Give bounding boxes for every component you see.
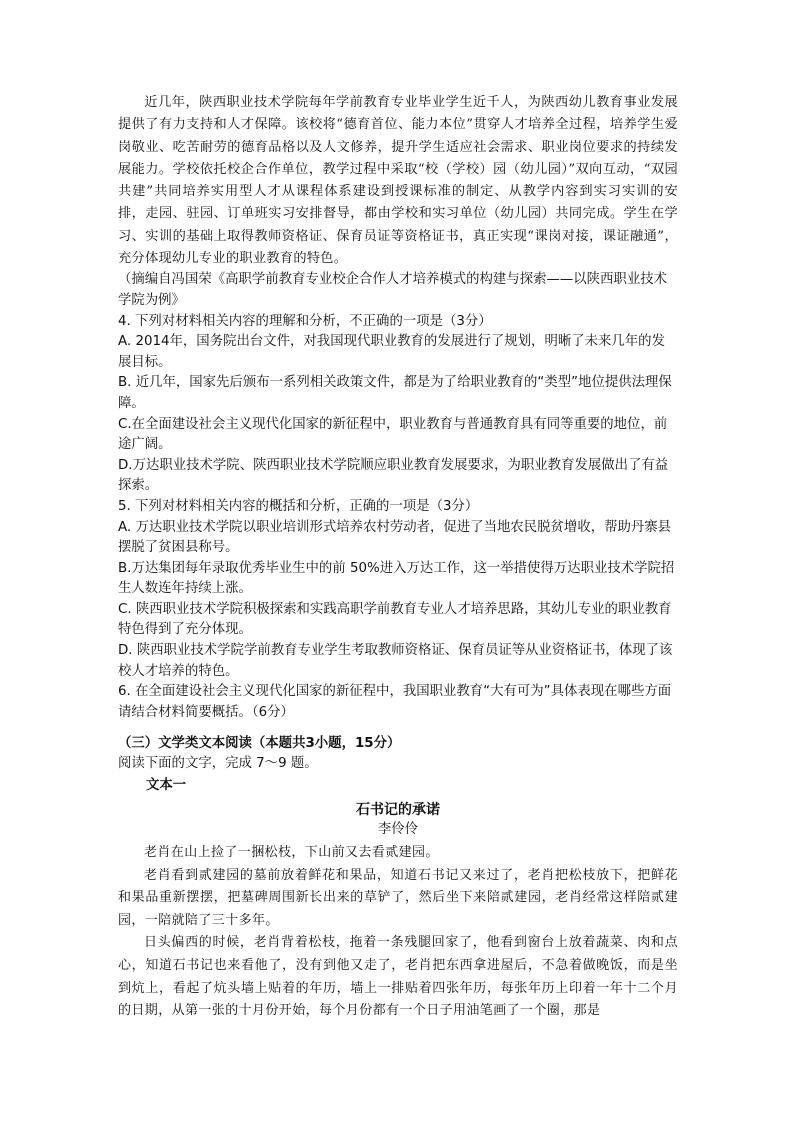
option-a: A. 万达职业技术学院以职业培训形式培养农村劳动者，促进了当地农民脱贫增收，帮助丹寨县摆脱了贫困县称号。 [118, 519, 672, 556]
material-paragraph: 近几年，陕西职业技术学院每年学前教育专业毕业学生近千人，为陕西幼儿教育事业发展提供了有力支持和人才保障。该校将“德育首位、能力本位”贯穿人才培养全过程，培养学生爱岗敬业、吃苦耐劳的德育品格以及人文修养，提升学生适应社会需求、职业岗位要求的持续发展能力。学校依托校企合作单位，教学过程中采取“校（学校）园（幼儿园）”双向互动，“双园共建”共同培养实用型人才从课程体系建设到授课标准的制定、从教学内容到实习实训的安排，走园、驻园、订单班实习安排督导，都由学校和实习单位（幼儿园）共同完成。学生在学习、实训的基础上取得教师资格证、保育员证等资格证书，真正实现“课岗对接，课证融通”，充分体现幼儿专业的职业教育的特色。 [118, 95, 678, 267]
question-stem: 5. 下列对材料相关内容的概括和分析，正确的一项是（3分） [118, 498, 479, 514]
story-title: 石书记的承诺 [356, 802, 440, 819]
question-stem: 6. 在全面建设社会主义现代化国家的新征程中，我国职业教育“大有可为”具体表现在哪些方面请结合材料简要概括。（6分） [118, 684, 672, 720]
option-b: B.万达集团每年录取优秀毕业生中的前 50%进入万达工作，这一举措使得万达职业技术学院招生人数连年持续上涨。 [118, 560, 675, 597]
question-stem: 4. 下列对材料相关内容的理解和分析，不正确的一项是（3分） [118, 313, 492, 329]
question-5 [118, 497, 678, 682]
story-paragraph: 老肖在山上捡了一捆松枝，下山前又去看贰建园。 [144, 845, 439, 861]
document-page [118, 92, 678, 1023]
question-4 [118, 312, 678, 497]
option-d: D.万达职业技术学院、陕西职业技术学院顺应职业教育发展要求，为职业教育发展做出了有益探索。 [118, 457, 669, 494]
option-c: C.在全面建设社会主义现代化国家的新征程中，职业教育与普通教育具有同等重要的地位，前途广阔。 [118, 416, 668, 453]
story-paragraph: 老肖看到贰建园的墓前放着鲜花和果品，知道石书记又来过了，老肖把松枝放下，把鲜花和果品重新摆摆，把墓碑周围新长出来的草铲了，然后坐下来陪贰建园，老肖经常这样陪贰建园，一陪就陪了三十多年。 [118, 867, 678, 928]
section-heading: （三）文学类文本阅读（本题共3小题，15分） [118, 736, 401, 752]
text-label: 文本一 [146, 778, 187, 794]
material-source: （摘编自冯国荣《高职学前教育专业校企合作人才培养模式的构建与探索——以陕西职业技术学院为例》 [118, 272, 668, 308]
story-paragraph: 日头偏西的时候，老肖背着松枝，拖着一条残腿回家了，他看到窗台上放着蔬菜、肉和点心，知道石书记也来看他了，没有到他又走了，老肖把东西拿进屋后，不急着做晚饭，而是坐到炕上，看起了炕头墙上贴着的年历，墙上一排贴着四张年历，每张年历上印着一年十二个月的日期，从第一张的十月份开始，每个月份都有一个日子用油笔画了一个圈，那是 [118, 935, 678, 1019]
option-d: D. 陕西职业技术学院学前教育专业学生考取教师资格证、保育员证等从业资格证书，体现了该校人才培养的特色。 [118, 643, 673, 679]
section-instruction: 阅读下面的文字，完成 7～9 题。 [118, 756, 318, 772]
option-c: C. 陕西职业技术学院积极探索和实践高职学前教育专业人才培养思路，其幼儿专业的职业教育特色得到了充分体现。 [118, 601, 672, 638]
question-6 [118, 682, 678, 723]
option-a: A. 2014年，国务院出台文件，对我国现代职业教育的发展进行了规划，明晰了未来几年的发展目标。 [118, 334, 665, 370]
option-b: B. 近几年，国家先后颁布一系列相关政策文件，都是为了给职业教育的“类型”地位提供法理保障。 [118, 375, 672, 411]
story-author: 李伶伶 [377, 822, 419, 838]
